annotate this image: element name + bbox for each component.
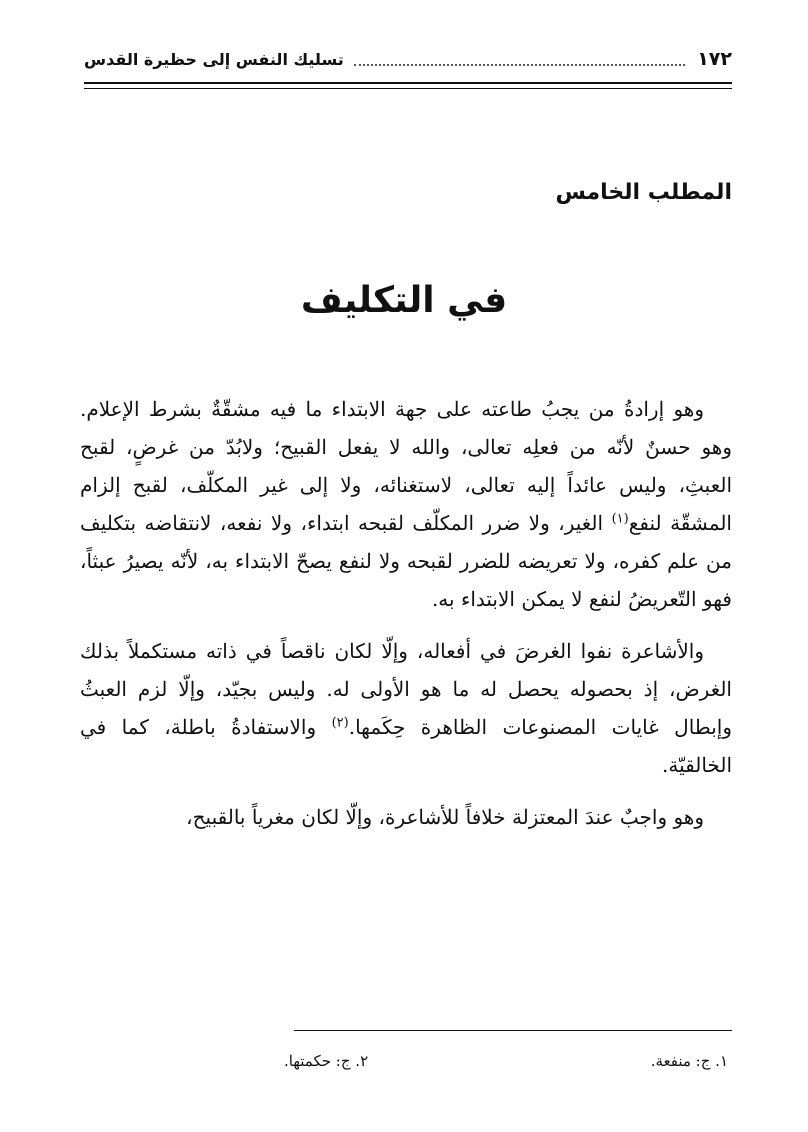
paragraph-2 xyxy=(80,632,732,784)
footnote-1: ١. ج: منفعة. xyxy=(650,1052,728,1070)
footnotes xyxy=(84,1052,732,1078)
running-header xyxy=(84,42,732,76)
body-text xyxy=(80,390,732,850)
header-dot-leader xyxy=(354,64,685,66)
paragraph-1 xyxy=(80,390,732,618)
running-title: تسليك النفس إلى حظيرة القدس xyxy=(84,49,344,69)
page-number: ١٧٢ xyxy=(697,48,732,70)
footnote-separator xyxy=(294,1030,732,1031)
header-rule-thin xyxy=(84,88,732,89)
section-label: المطلب الخامس xyxy=(555,180,732,205)
footnote-marker-2[interactable]: (٢) xyxy=(331,715,349,731)
paragraph-1-part-b: الغير، ولا ضرر المكلّف لقبحه ابتداء، ولا نفعه، لانتقاضه بتكليف من علم كفره، ولا تعريضه للضرر لقبحه ولا لنفع يصحّ الابتداء به، لأنّه يصيرُ عبثاً، فهو التّعريضُ لنفع لا يمكن الابتداء به. xyxy=(80,511,732,611)
chapter-title: في التكليف xyxy=(300,280,508,321)
header-rule-thick xyxy=(84,82,732,84)
paragraph-2-part-b: والاستفادةُ باطلة، كما في الخالقيّة. xyxy=(80,715,732,777)
paragraph-3: وهو واجبٌ عندَ المعتزلة خلافاً للأشاعرة، وإلّا لكان مغرياً بالقبيح، xyxy=(186,805,704,829)
paragraph-2-part-a: والأشاعرة نفوا الغرضَ في أفعاله، وإلّا لكان ناقصاً في ذاته مستكملاً بذلك الغرض، إذ بحصوله يحصل له ما هو الأولى له. وليس بجيّد، وإلّا لزم العبثُ وإبطال غايات المصنوعات الظاهرة حِكَمها. xyxy=(80,639,732,739)
paragraph-1-part-a: وهو إرادةُ من يجبُ طاعته على جهة الابتداء ما فيه مشقّةٌ بشرط الإعلام. وهو حسنٌ لأنّه من فعلِه تعالى، والله لا يفعل القبيح؛ ولابُدّ من غرضٍ، لقبح العبثِ، وليس عائداً إليه تعالى، لاستغنائه، ولا إلى غير المكلّف، لقبح إلزام المشقّة لنفع xyxy=(80,397,732,535)
footnote-2: ٢. ج: حكمتها. xyxy=(284,1052,369,1070)
footnote-marker-1[interactable]: (١) xyxy=(611,511,629,527)
